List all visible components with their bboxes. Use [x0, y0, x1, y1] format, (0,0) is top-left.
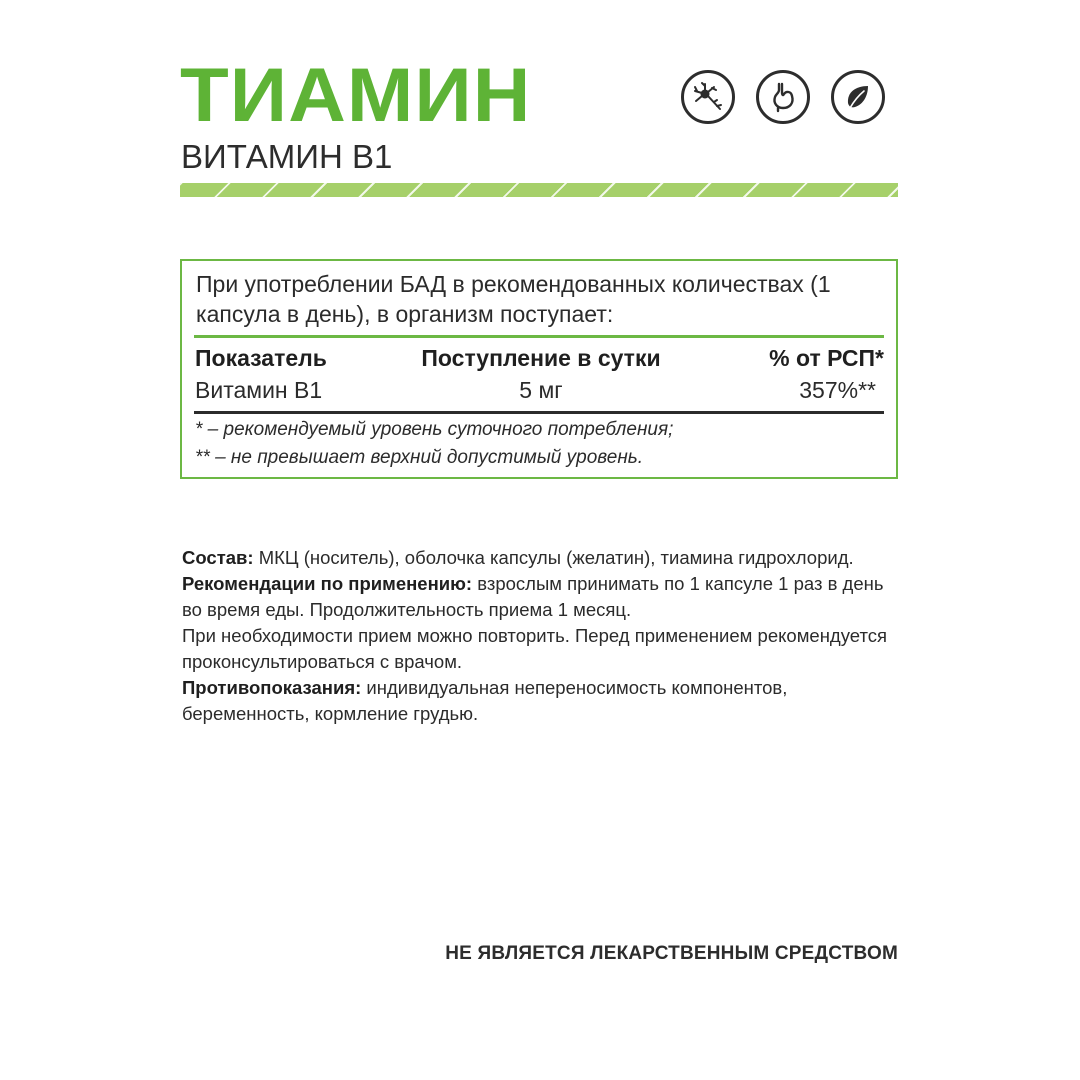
- header-indicator: Показатель: [195, 345, 327, 371]
- nutrition-box: [180, 259, 898, 479]
- footnote-1: * – рекомендуемый уровень суточного потребления;: [195, 419, 674, 440]
- decorative-stripe: [180, 183, 898, 197]
- composition-text: МКЦ (носитель), оболочка капсулы (желатин), тиамина гидрохлорид.: [253, 547, 854, 568]
- disclaimer: НЕ ЯВЛЯЕТСЯ ЛЕКАРСТВЕННЫМ СРЕДСТВОМ: [445, 943, 898, 964]
- nutrition-intro: При употреблении БАД в рекомендованных количествах (1 капсула в день), в организм поступает:: [196, 271, 831, 327]
- stomach-icon: [756, 70, 810, 124]
- usage: [182, 571, 894, 623]
- composition: [182, 545, 894, 571]
- row-rsp-percent: 357%**: [799, 377, 876, 403]
- product-info: [182, 545, 894, 727]
- footnote-2: ** – не превышает верхний допустимый уровень.: [195, 447, 644, 468]
- product-subtitle: ВИТАМИН В1: [181, 138, 393, 175]
- contraindications: [182, 675, 894, 727]
- composition-label: Состав:: [182, 547, 254, 568]
- header-rsp-percent: % от РСП*: [769, 345, 884, 371]
- header-daily-intake: Поступление в сутки: [421, 345, 661, 371]
- table-top-divider: [194, 335, 884, 338]
- contra-text: индивидуальная непереносимость компонентов, беременность, кормление грудью.: [182, 677, 788, 724]
- usage-extra: При необходимости прием можно повторить. Перед применением рекомендуется проконсультироваться с врачом.: [182, 625, 887, 672]
- benefit-icons: [681, 70, 885, 124]
- leaf-icon: [831, 70, 885, 124]
- table-bottom-divider: [194, 411, 884, 414]
- contra-label: Противопоказания:: [182, 677, 362, 698]
- usage-text: взрослым принимать по 1 капсуле 1 раз в день во время еды. Продолжительность приема 1 месяц.: [182, 573, 884, 620]
- usage-label: Рекомендации по применению:: [182, 573, 473, 594]
- row-daily-intake: 5 мг: [519, 377, 563, 403]
- neuron-icon: [681, 70, 735, 124]
- row-indicator: Витамин В1: [195, 377, 323, 403]
- product-title: ТИАМИН: [180, 53, 532, 138]
